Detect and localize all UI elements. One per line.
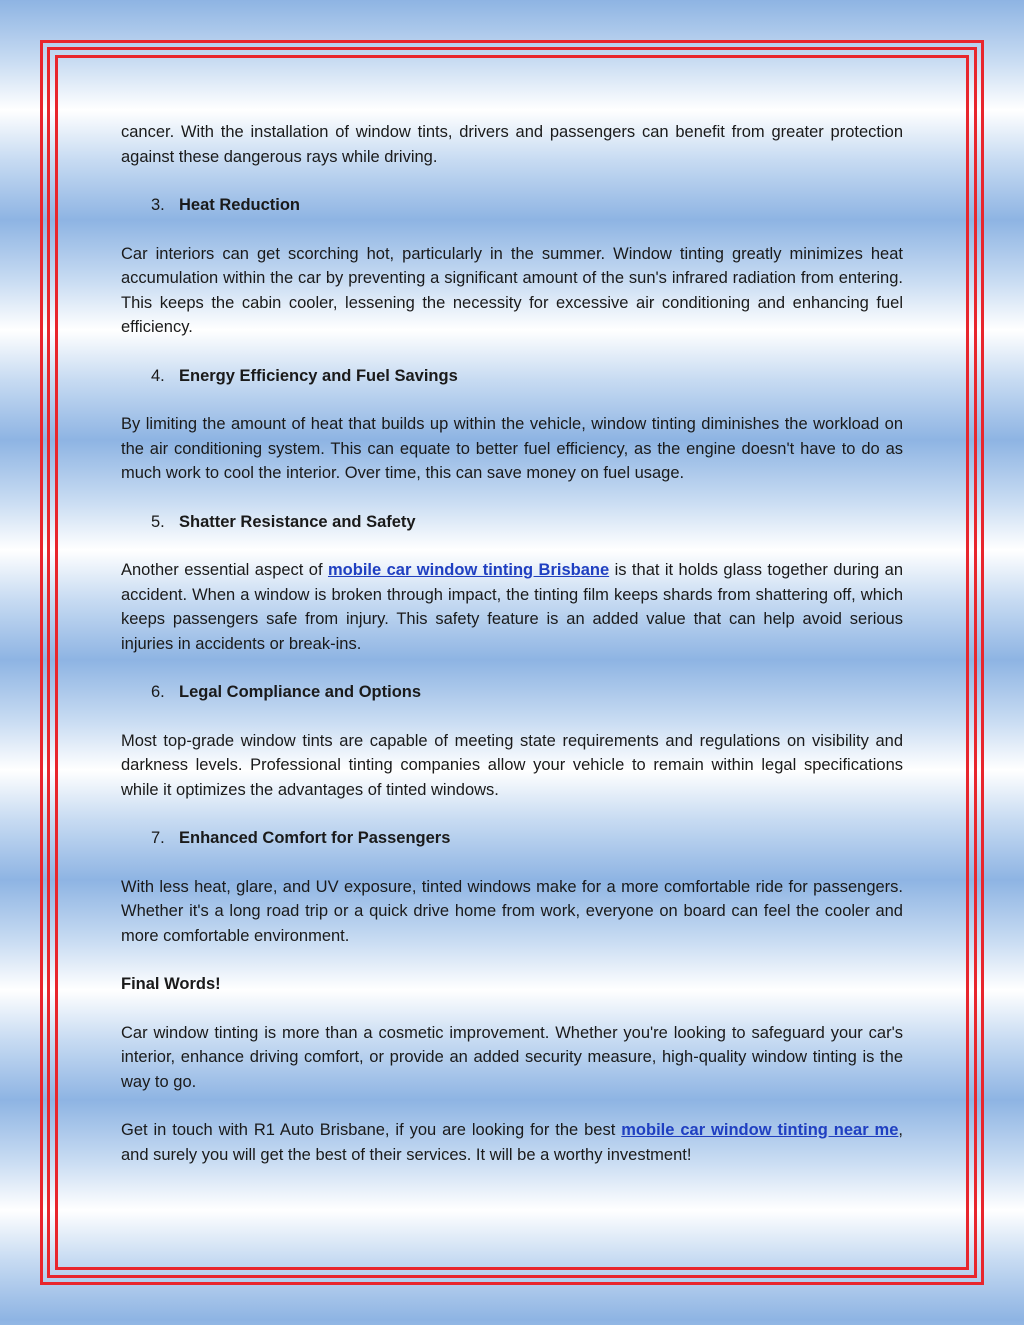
shatter-resistance-paragraph — [121, 558, 903, 656]
list-number: 7. — [151, 829, 165, 847]
heading-shatter-resistance — [121, 510, 903, 535]
enhanced-comfort-paragraph: With less heat, glare, and UV exposure, tinted windows make for a more comfortable ride for passengers. Whether it's a long road trip or a quick drive home from work, everyone on board can feel the cooler and more comfortable environment. — [121, 877, 903, 945]
legal-compliance-paragraph: Most top-grade window tints are capable of meeting state requirements and regulations on visibility and darkness levels. Professional tinting companies allow your vehicle to remain within legal specifications while it optimizes the advantages of tinted windows. — [121, 731, 903, 799]
energy-efficiency-paragraph: By limiting the amount of heat that builds up within the vehicle, window tinting diminishes the workload on the air conditioning system. This can equate to better fuel efficiency, as the engine doesn't have to do as much work to cool the interior. Over time, this can save money on fuel usage. — [121, 415, 903, 482]
heat-reduction-paragraph: Car interiors can get scorching hot, particularly in the summer. Window tinting greatly minimizes heat accumulation within the car by preventing a significant amount of the sun's infrared radiation from entering. This keeps the cabin cooler, lessening the necessity for excessive air conditioning and enhancing fuel efficiency. — [121, 244, 903, 336]
heading-title: Enhanced Comfort for Passengers — [179, 829, 451, 847]
heading-legal-compliance — [121, 680, 903, 705]
heading-title: Heat Reduction — [179, 196, 301, 214]
list-number: 6. — [151, 683, 165, 701]
intro-continuation-paragraph: cancer. With the installation of window tints, drivers and passengers can benefit from greater protection against these dangerous rays while driving. — [121, 123, 903, 166]
paragraph-text: , and surely you will get the best of their services. It will be a worthy investment! — [121, 1121, 903, 1164]
paragraph-text: Another essential aspect of — [121, 561, 328, 579]
heading-title: Energy Efficiency and Fuel Savings — [179, 366, 458, 385]
heading-title: Shatter Resistance and Safety — [179, 512, 416, 531]
list-number: 4. — [151, 366, 165, 385]
paragraph-text: is that it holds glass together during an accident. When a window is broken through impact, the tinting film keeps shards from shattering off, which keeps passengers safe from injury. This safety feature is an added value that can help avoid serious injuries in accidents or break-ins. — [121, 561, 903, 653]
list-number: 3. — [151, 196, 165, 214]
heading-final-words: Final Words! — [121, 975, 221, 993]
contact-paragraph — [121, 1118, 903, 1167]
final-words-paragraph: Car window tinting is more than a cosmetic improvement. Whether you're looking to safeguard your car's interior, enhance driving comfort, or provide an added security measure, high-quality window tinting is the way to go. — [121, 1023, 903, 1091]
heading-energy-efficiency — [121, 364, 903, 389]
heading-heat-reduction — [121, 193, 903, 218]
mobile-tinting-brisbane-link[interactable]: mobile car window tinting Brisbane — [328, 561, 610, 579]
heading-title: Legal Compliance and Options — [179, 683, 422, 701]
heading-enhanced-comfort — [121, 826, 903, 851]
mobile-tinting-near-me-link[interactable]: mobile car window tinting near me — [621, 1121, 899, 1139]
list-number: 5. — [151, 512, 165, 531]
document-body — [121, 120, 903, 1167]
paragraph-text: Get in touch with R1 Auto Brisbane, if you are looking for the best — [121, 1121, 622, 1139]
